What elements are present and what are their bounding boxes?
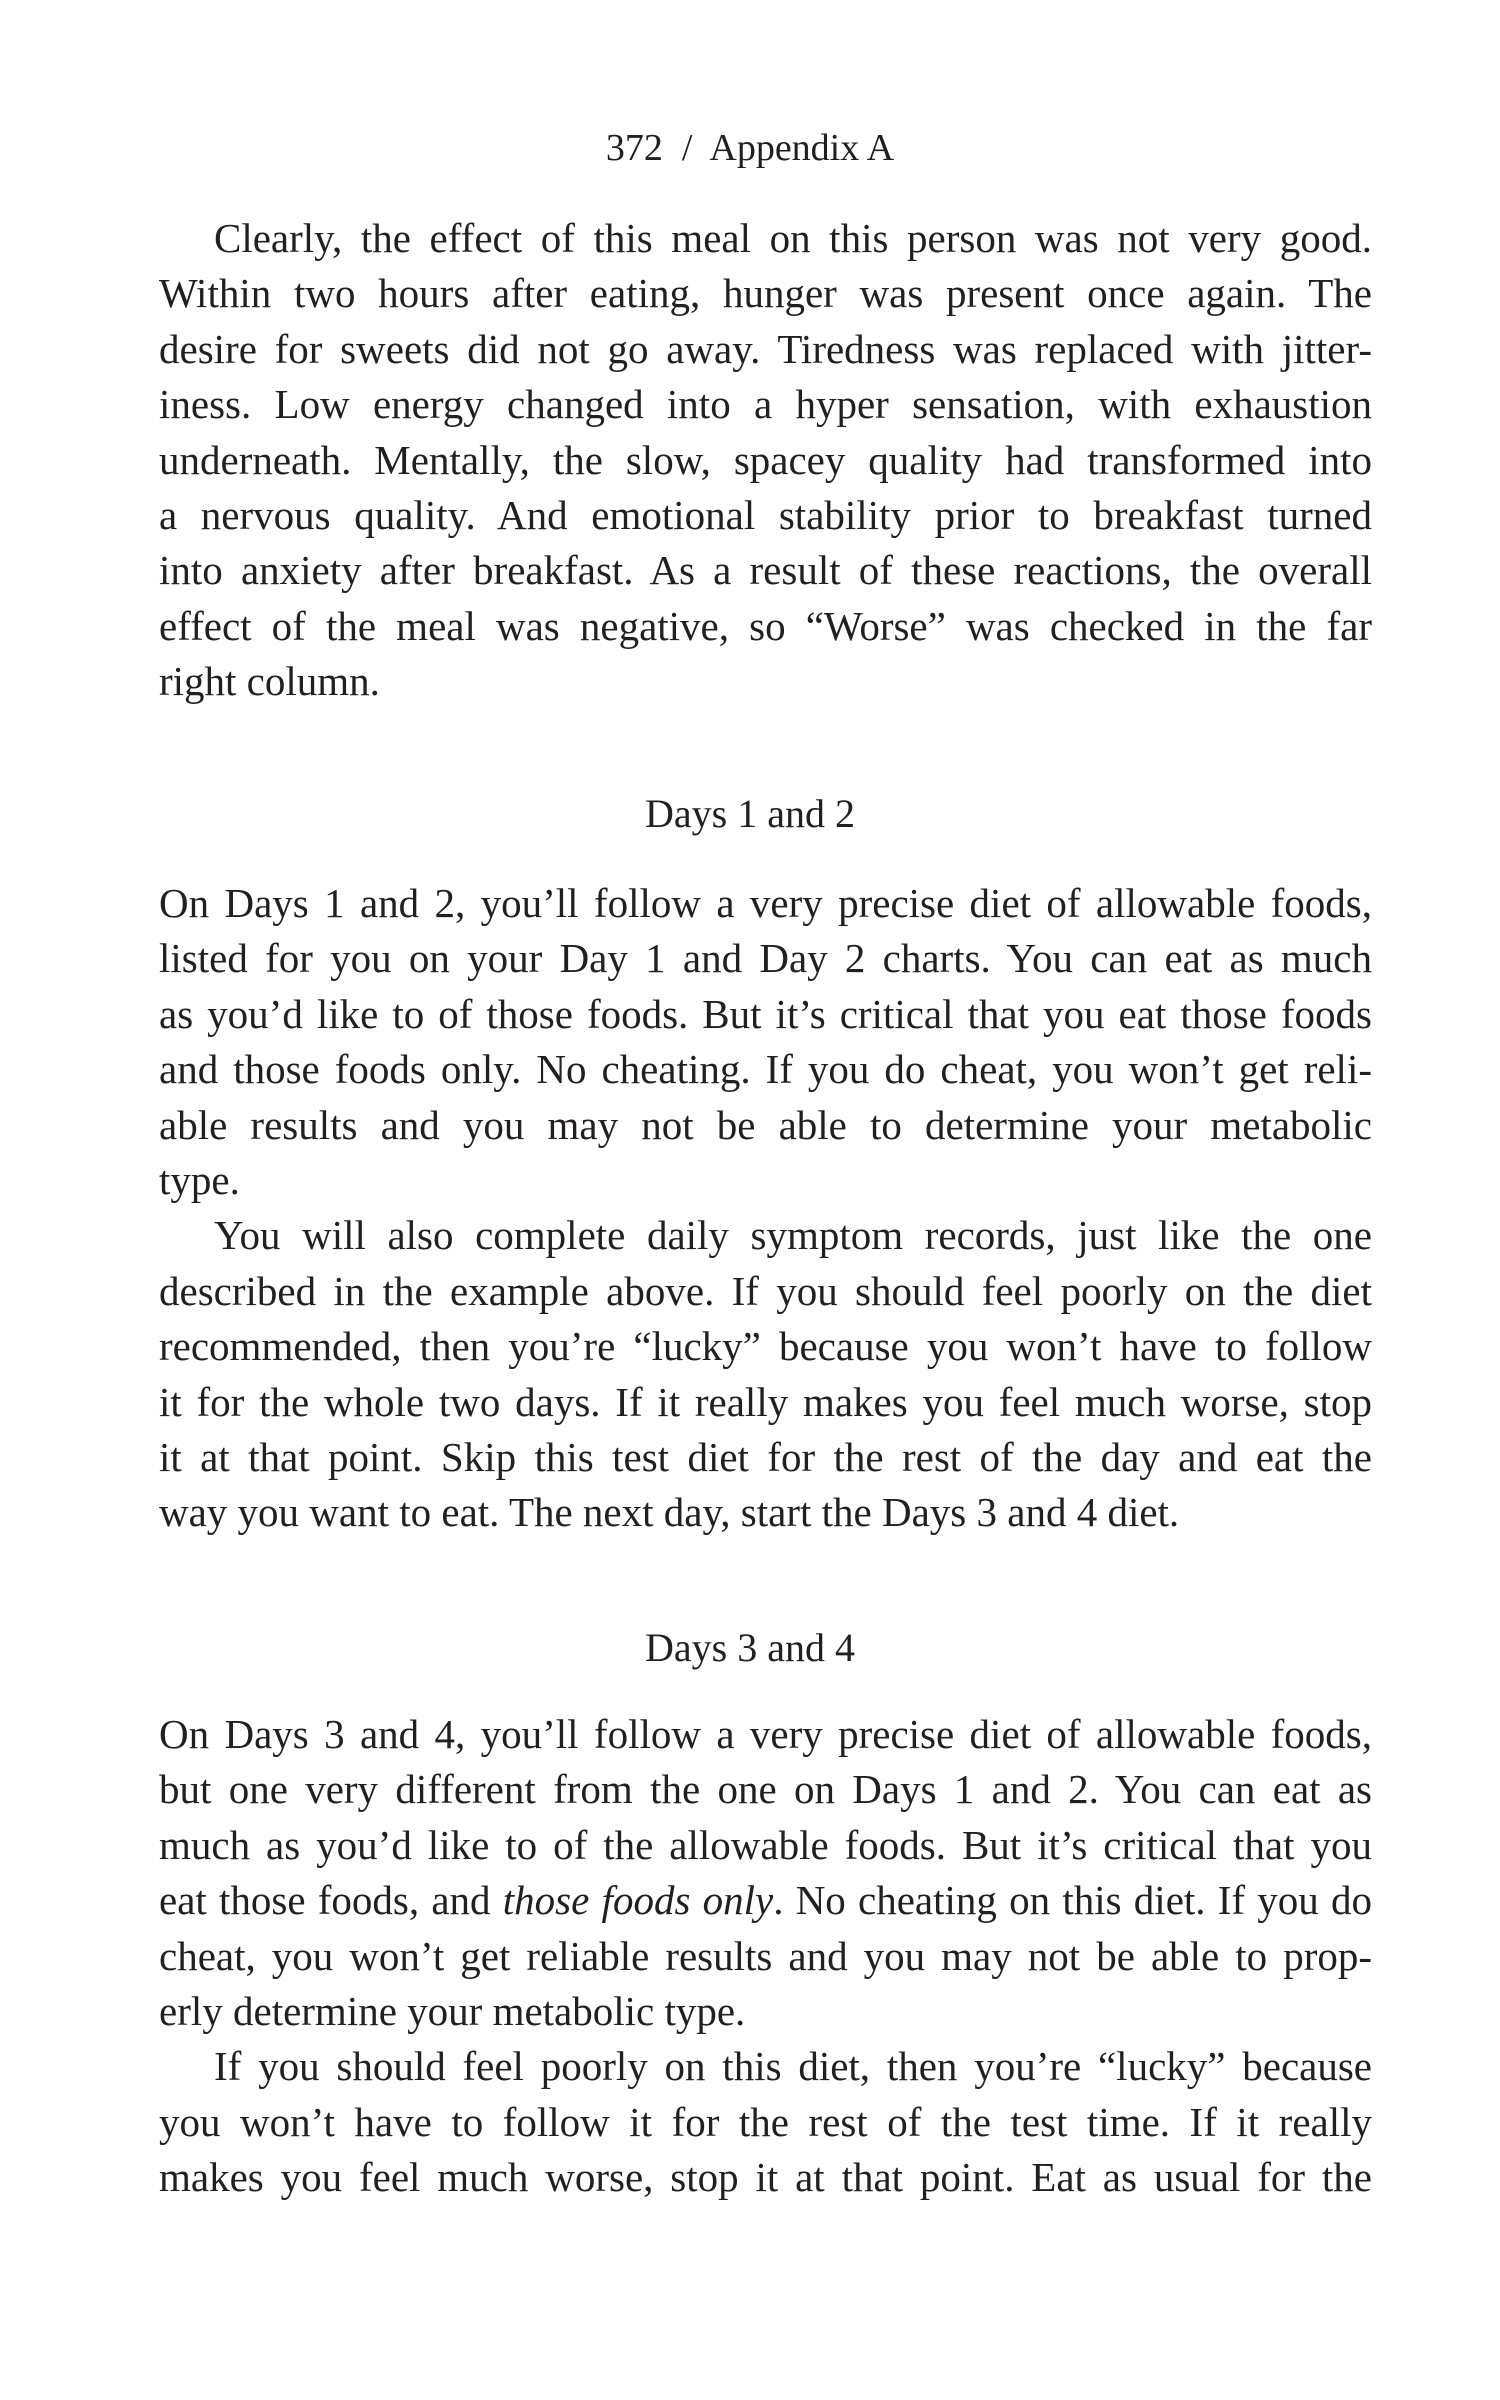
paragraph <box>159 1707 1372 2039</box>
text-line <box>159 1153 1372 1208</box>
text-segment: erly determine your metabolic type. <box>159 1987 746 2034</box>
text-line <box>159 266 1372 321</box>
text-segment: effect of the meal was negative, so “Worse” was checked in the far <box>159 602 1372 649</box>
text-line <box>159 377 1372 432</box>
text-line <box>159 1929 1372 1984</box>
text-segment: a nervous quality. And emotional stability prior to breakfast turned <box>159 491 1372 538</box>
text-line <box>159 1707 1372 1762</box>
days-1-2-section <box>159 876 1372 1541</box>
text-segment: described in the example above. If you should feel poorly on the diet <box>159 1267 1372 1314</box>
text-line <box>159 876 1372 931</box>
text-segment: into anxiety after breakfast. As a result of these reactions, the overall <box>159 547 1372 594</box>
text-line <box>159 1375 1372 1430</box>
text-segment: Within two hours after eating, hunger was present once again. The <box>159 270 1372 317</box>
text-line <box>159 2039 1372 2094</box>
text-segment: On Days 1 and 2, you’ll follow a very precise diet of allowable foods, <box>159 880 1372 926</box>
paragraph <box>159 1208 1372 1540</box>
page-number: 372 <box>605 127 663 169</box>
text-line <box>159 2095 1372 2150</box>
text-line <box>159 987 1372 1042</box>
text-segment: You will also complete daily symptom records, just like the one <box>214 1212 1372 1259</box>
text-segment: Clearly, the effect of this meal on this person was not very good. <box>214 215 1372 261</box>
text-segment: type. <box>159 1156 240 1203</box>
text-segment: way you want to eat. The next day, start the Days 3 and 4 diet. <box>159 1489 1180 1536</box>
text-line <box>159 1984 1372 2039</box>
header-separator: / <box>681 127 693 169</box>
text-segment: . No cheating on this diet. If you do <box>773 1877 1373 1924</box>
text-segment: recommended, then you’re “lucky” because you won’t have to follow <box>159 1323 1372 1370</box>
text-line <box>159 1264 1372 1319</box>
text-segment: much as you’d like to of the allowable foods. But it’s critical that you <box>159 1821 1372 1868</box>
text-line <box>159 931 1372 986</box>
text-line <box>159 1485 1372 1540</box>
emphasis-text: those foods only <box>502 1877 774 1924</box>
text-line <box>159 1762 1372 1817</box>
paragraph <box>159 2039 1372 2205</box>
text-segment: cheat, you won’t get reliable results and you may not be able to prop- <box>159 1932 1372 1979</box>
text-line <box>159 1818 1372 1873</box>
text-segment: as you’d like to of those foods. But it’s critical that you eat those foods <box>159 990 1372 1037</box>
text-segment: able results and you may not be able to determine your metabolic <box>159 1101 1372 1148</box>
text-segment: it at that point. Skip this test diet for the rest of the day and eat the <box>159 1433 1372 1480</box>
text-segment: makes you feel much worse, stop it at that point. Eat as usual for the <box>159 2154 1372 2201</box>
text-line <box>159 543 1372 598</box>
section-heading-days-3-4: Days 3 and 4 <box>645 1625 855 1670</box>
text-line <box>159 433 1372 488</box>
running-header <box>0 126 1500 170</box>
text-line <box>159 2150 1372 2205</box>
days-3-4-section <box>159 1707 1372 2206</box>
text-line <box>159 1873 1372 1928</box>
text-segment: listed for you on your Day 1 and Day 2 charts. You can eat as much <box>159 935 1372 982</box>
text-segment: On Days 3 and 4, you’ll follow a very precise diet of allowable foods, <box>159 1711 1372 1757</box>
text-line <box>159 488 1372 543</box>
intro-section <box>159 211 1372 710</box>
section-heading-days-1-2: Days 1 and 2 <box>645 791 855 836</box>
text-segment: right column. <box>159 658 380 705</box>
text-line <box>159 599 1372 654</box>
text-segment: it for the whole two days. If it really makes you feel much worse, stop <box>159 1378 1372 1425</box>
paragraph <box>159 876 1372 1208</box>
text-line <box>159 211 1372 266</box>
text-segment: and those foods only. No cheating. If you do cheat, you won’t get reli- <box>159 1046 1372 1093</box>
paragraph <box>159 211 1372 710</box>
text-line <box>159 322 1372 377</box>
text-segment: desire for sweets did not go away. Tiredness was replaced with jitter- <box>159 325 1372 372</box>
text-line <box>159 1098 1372 1153</box>
header-section: Appendix A <box>709 127 895 169</box>
text-segment: underneath. Mentally, the slow, spacey quality had transformed into <box>159 436 1372 483</box>
text-segment: you won’t have to follow it for the rest of the test time. If it really <box>159 2098 1372 2145</box>
text-segment: eat those foods, and <box>159 1877 503 1924</box>
text-line <box>159 654 1372 709</box>
text-line <box>159 1319 1372 1374</box>
text-segment: iness. Low energy changed into a hyper sensation, with exhaustion <box>159 381 1372 428</box>
text-segment: but one very different from the one on Days 1 and 2. You can eat as <box>159 1766 1372 1813</box>
text-segment: If you should feel poorly on this diet, then you’re “lucky” because <box>214 2043 1372 2090</box>
text-line <box>159 1042 1372 1097</box>
text-line <box>159 1208 1372 1263</box>
text-line <box>159 1430 1372 1485</box>
